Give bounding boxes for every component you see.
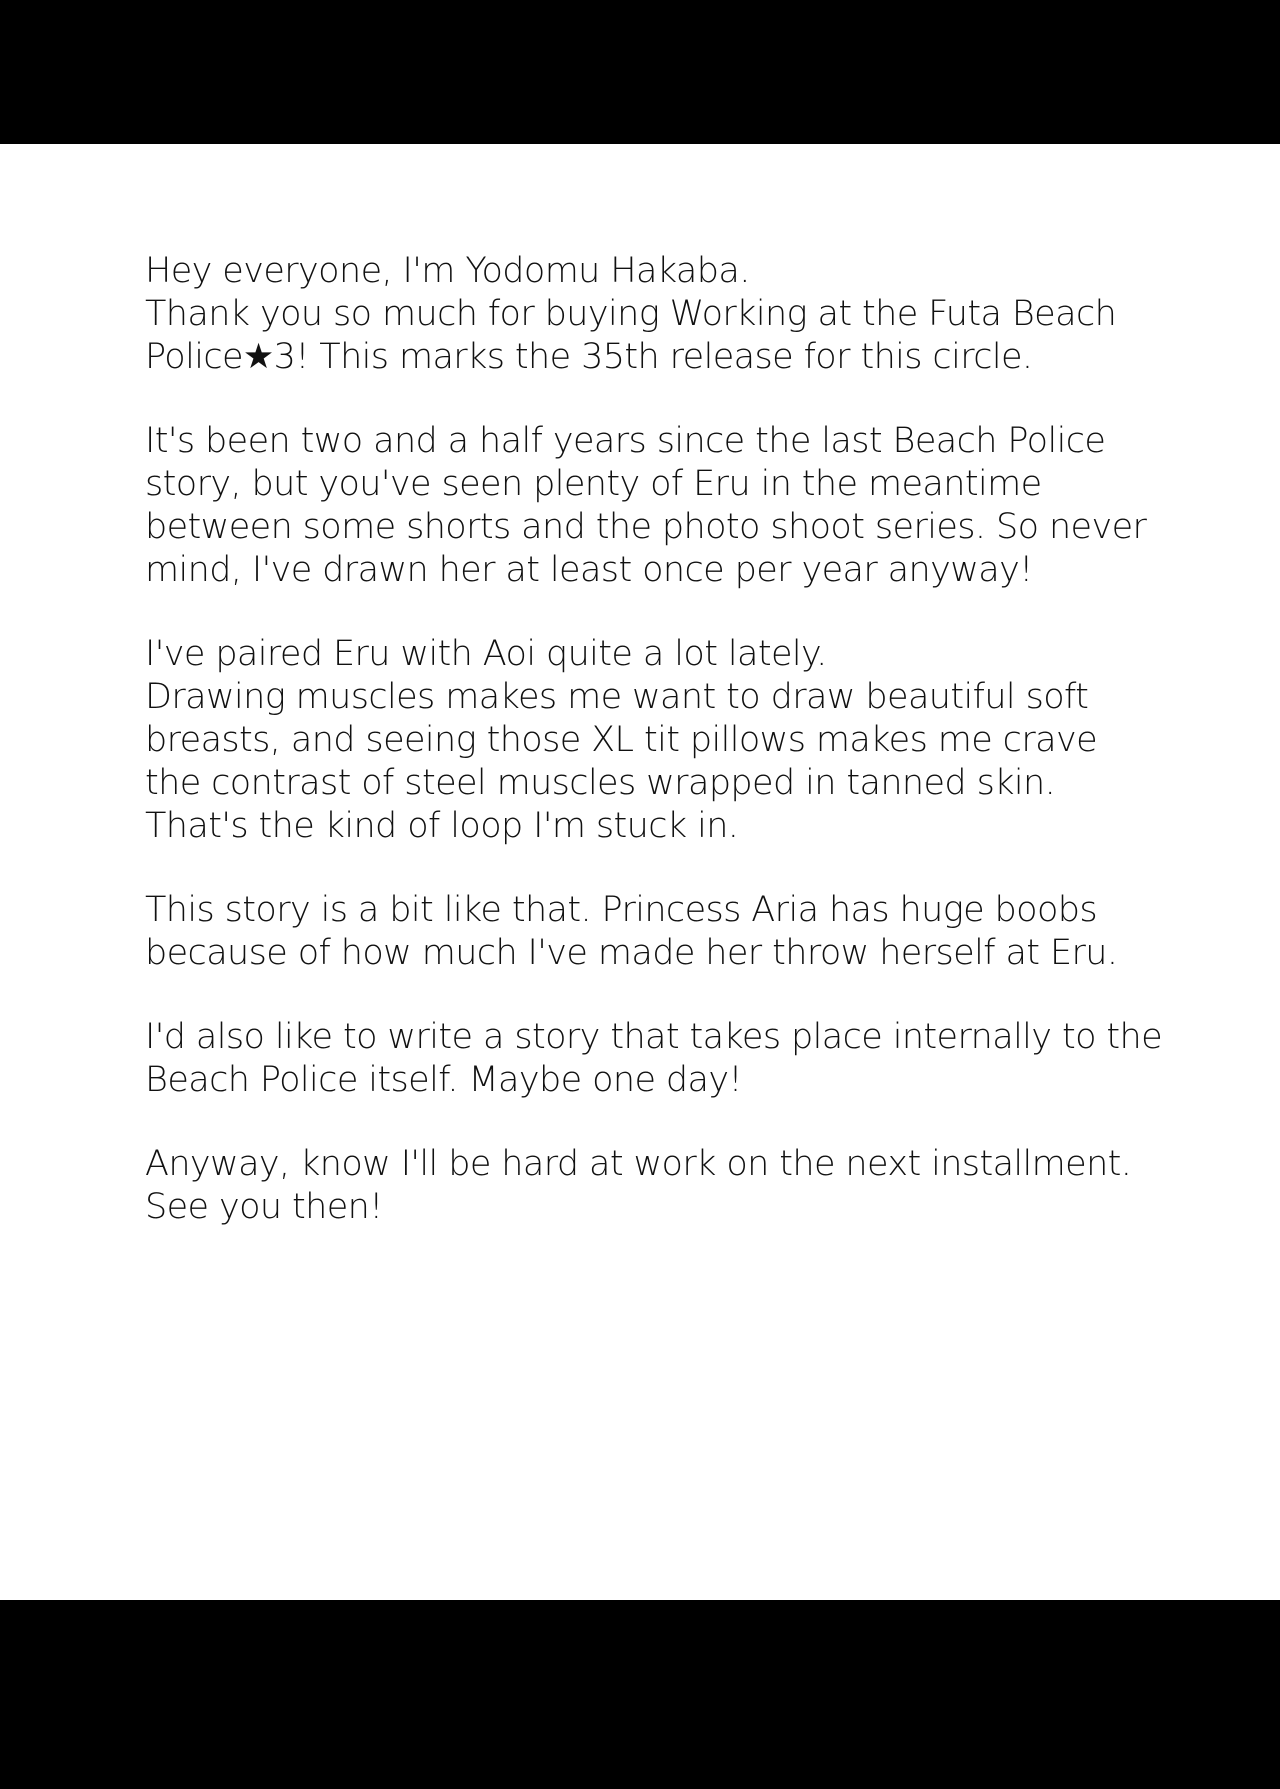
text-line: mind, I've drawn her at least once per year anyway! <box>145 550 1033 590</box>
text-line: breasts, and seeing those XL tit pillows makes me crave <box>145 720 1098 760</box>
text-line: the contrast of steel muscles wrapped in tanned skin. <box>145 763 1056 803</box>
text-line: Hey everyone, I'm Yodomu Hakaba. <box>145 251 750 291</box>
text-line: I'd also like to write a story that takes place internally to the <box>145 1017 1163 1057</box>
paragraph-4 <box>145 889 1185 975</box>
text-line: Anyway, know I'll be hard at work on the next installment. <box>145 1144 1132 1184</box>
text-line: Beach Police itself. Maybe one day! <box>145 1060 742 1100</box>
text-line: I've paired Eru with Aoi quite a lot lately. <box>145 634 827 674</box>
text-line: because of how much I've made her throw herself at Eru. <box>145 933 1118 973</box>
bottom-black-bar <box>0 1600 1280 1789</box>
text-line: It's been two and a half years since the last Beach Police <box>145 421 1106 461</box>
text-line: Police★3! This marks the 35th release for this circle. <box>145 337 1033 377</box>
paragraph-6 <box>145 1143 1185 1229</box>
text-line: Drawing muscles makes me want to draw beautiful soft <box>145 677 1089 717</box>
paragraph-3 <box>145 633 1185 848</box>
paragraph-1 <box>145 250 1185 379</box>
paragraph-5 <box>145 1016 1185 1102</box>
top-black-bar <box>0 0 1280 144</box>
text-line: Thank you so much for buying Working at the Futa Beach <box>145 294 1117 334</box>
text-line: That's the kind of loop I'm stuck in. <box>145 806 739 846</box>
paragraph-2 <box>145 420 1185 592</box>
text-line: This story is a bit like that. Princess Aria has huge boobs <box>145 890 1098 930</box>
text-line: See you then! <box>145 1187 383 1227</box>
text-line: between some shorts and the photo shoot series. So never <box>145 507 1147 547</box>
text-line: story, but you've seen plenty of Eru in the meantime <box>145 464 1042 504</box>
afterword-text <box>145 250 1185 1270</box>
